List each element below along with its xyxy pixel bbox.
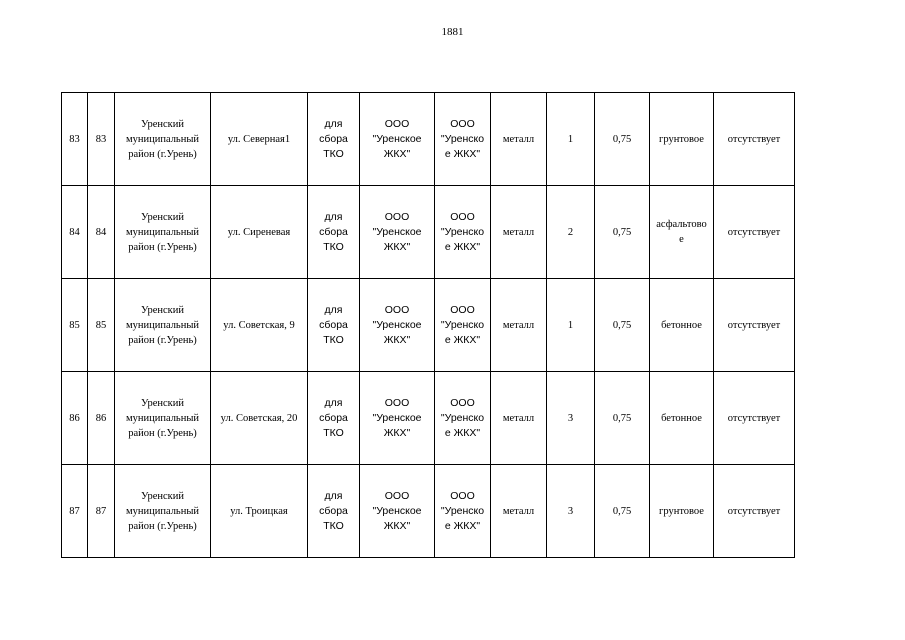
cell-purpose-line: для (324, 117, 343, 130)
cell-address: ул. Сиреневая (211, 186, 308, 279)
cell-owner-line: "Уренское (372, 318, 422, 331)
cell-surface (650, 93, 714, 186)
cell-district-line: Уренский (140, 397, 185, 409)
cell-purpose-line: для (324, 489, 343, 502)
cell-id: 83 (88, 93, 115, 186)
cell-operator-line: ООО (450, 210, 475, 223)
cell-purpose-line: ТКО (323, 519, 344, 532)
cell-operator-line: е ЖКХ" (444, 519, 481, 532)
cell-district-line: муниципальный (125, 412, 200, 424)
cell-surface (650, 186, 714, 279)
cell-material: металл (491, 279, 547, 372)
cell-operator-line: е ЖКХ" (444, 333, 481, 346)
cell-count: 3 (547, 372, 595, 465)
cell-operator (435, 465, 491, 558)
cell-operator-line: ООО (450, 489, 475, 502)
cell-count: 3 (547, 465, 595, 558)
cell-id: 84 (88, 186, 115, 279)
cell-address: ул. Советская, 20 (211, 372, 308, 465)
cell-owner-line: ЖКХ" (383, 333, 411, 346)
cell-count: 2 (547, 186, 595, 279)
cell-address: ул. Северная1 (211, 93, 308, 186)
cell-district-line: Уренский (140, 118, 185, 130)
cell-district (115, 372, 211, 465)
cell-address: ул. Советская, 9 (211, 279, 308, 372)
cell-district-line: Уренский (140, 304, 185, 316)
cell-operator-line: ООО (450, 396, 475, 409)
cell-owner-line: ЖКХ" (383, 519, 411, 532)
cell-purpose-line: сбора (319, 225, 348, 238)
cell-index: 85 (62, 279, 88, 372)
cell-index: 86 (62, 372, 88, 465)
cell-district-line: район (г.Урень) (128, 520, 197, 532)
cell-purpose-line: ТКО (323, 426, 344, 439)
cell-district (115, 186, 211, 279)
cell-index: 83 (62, 93, 88, 186)
table-row (62, 465, 795, 558)
cell-district-line: Уренский (140, 490, 185, 502)
cell-owner-line: "Уренское (372, 132, 422, 145)
cell-district-line: муниципальный (125, 319, 200, 331)
cell-purpose (308, 372, 360, 465)
cell-purpose (308, 186, 360, 279)
cell-operator-line: е ЖКХ" (444, 240, 481, 253)
cell-surface-line: грунтовое (659, 505, 704, 517)
cell-surface (650, 465, 714, 558)
cell-surface-line: грунтовое (659, 133, 704, 145)
cell-district-line: муниципальный (125, 133, 200, 145)
cell-count: 1 (547, 93, 595, 186)
cell-owner-line: ООО (384, 489, 410, 502)
cell-material: металл (491, 465, 547, 558)
cell-operator-line: "Уренско (440, 225, 485, 238)
table-row (62, 186, 795, 279)
cell-operator-line: ООО (450, 303, 475, 316)
table-row (62, 93, 795, 186)
cell-purpose-line: сбора (319, 411, 348, 424)
cell-operator-line: "Уренско (440, 318, 485, 331)
cell-owner-line: ООО (384, 210, 410, 223)
cell-owner (360, 93, 435, 186)
cell-material: металл (491, 372, 547, 465)
cell-owner-line: ООО (384, 117, 410, 130)
cell-district-line: район (г.Урень) (128, 334, 197, 346)
cell-owner-line: "Уренское (372, 411, 422, 424)
cell-operator-line: "Уренско (440, 132, 485, 145)
cell-owner-line: ООО (384, 396, 410, 409)
cell-operator (435, 279, 491, 372)
cell-fence: отсутствует (714, 372, 795, 465)
cell-owner-line: ЖКХ" (383, 240, 411, 253)
cell-operator-line: ООО (450, 117, 475, 130)
cell-owner-line: ООО (384, 303, 410, 316)
cell-purpose-line: для (324, 396, 343, 409)
cell-surface (650, 372, 714, 465)
cell-purpose-line: ТКО (323, 240, 344, 253)
waste-sites-table (61, 92, 795, 558)
cell-district (115, 93, 211, 186)
cell-purpose-line: ТКО (323, 147, 344, 160)
cell-material: металл (491, 186, 547, 279)
cell-volume: 0,75 (595, 279, 650, 372)
table-row (62, 372, 795, 465)
cell-operator (435, 186, 491, 279)
cell-owner-line: ЖКХ" (383, 426, 411, 439)
cell-id: 86 (88, 372, 115, 465)
cell-district-line: район (г.Урень) (128, 427, 197, 439)
cell-volume: 0,75 (595, 186, 650, 279)
cell-surface (650, 279, 714, 372)
cell-purpose (308, 279, 360, 372)
cell-purpose-line: ТКО (323, 333, 344, 346)
cell-purpose (308, 465, 360, 558)
table-row (62, 279, 795, 372)
page-number: 1881 (441, 26, 464, 38)
table-body (62, 93, 795, 558)
cell-purpose-line: для (324, 303, 343, 316)
cell-volume: 0,75 (595, 465, 650, 558)
cell-surface-line: бетонное (661, 412, 702, 424)
cell-volume: 0,75 (595, 93, 650, 186)
cell-owner (360, 465, 435, 558)
cell-surface-line: е (679, 234, 684, 245)
cell-fence: отсутствует (714, 465, 795, 558)
cell-surface-line: бетонное (661, 319, 702, 331)
cell-fence: отсутствует (714, 279, 795, 372)
cell-purpose-line: сбора (319, 132, 348, 145)
cell-operator-line: е ЖКХ" (444, 147, 481, 160)
cell-district-line: район (г.Урень) (128, 148, 197, 160)
cell-owner-line: "Уренское (372, 504, 422, 517)
cell-owner-line: "Уренское (372, 225, 422, 238)
cell-id: 85 (88, 279, 115, 372)
cell-owner-line: ЖКХ" (383, 147, 411, 160)
cell-fence: отсутствует (714, 93, 795, 186)
cell-purpose (308, 93, 360, 186)
cell-purpose-line: для (324, 210, 343, 223)
cell-district-line: муниципальный (125, 505, 200, 517)
cell-district-line: район (г.Урень) (128, 241, 197, 253)
cell-fence: отсутствует (714, 186, 795, 279)
cell-id: 87 (88, 465, 115, 558)
cell-count: 1 (547, 279, 595, 372)
cell-owner (360, 186, 435, 279)
cell-purpose-line: сбора (319, 318, 348, 331)
cell-district (115, 465, 211, 558)
cell-operator-line: "Уренско (440, 504, 485, 517)
cell-surface-line: асфальтово (656, 219, 707, 230)
cell-district-line: Уренский (140, 211, 185, 223)
cell-material: металл (491, 93, 547, 186)
cell-operator (435, 93, 491, 186)
cell-district-line: муниципальный (125, 226, 200, 238)
cell-volume: 0,75 (595, 372, 650, 465)
cell-operator-line: е ЖКХ" (444, 426, 481, 439)
cell-address: ул. Троицкая (211, 465, 308, 558)
cell-owner (360, 279, 435, 372)
cell-purpose-line: сбора (319, 504, 348, 517)
cell-district (115, 279, 211, 372)
cell-index: 84 (62, 186, 88, 279)
cell-operator-line: "Уренско (440, 411, 485, 424)
cell-owner (360, 372, 435, 465)
cell-index: 87 (62, 465, 88, 558)
cell-operator (435, 372, 491, 465)
